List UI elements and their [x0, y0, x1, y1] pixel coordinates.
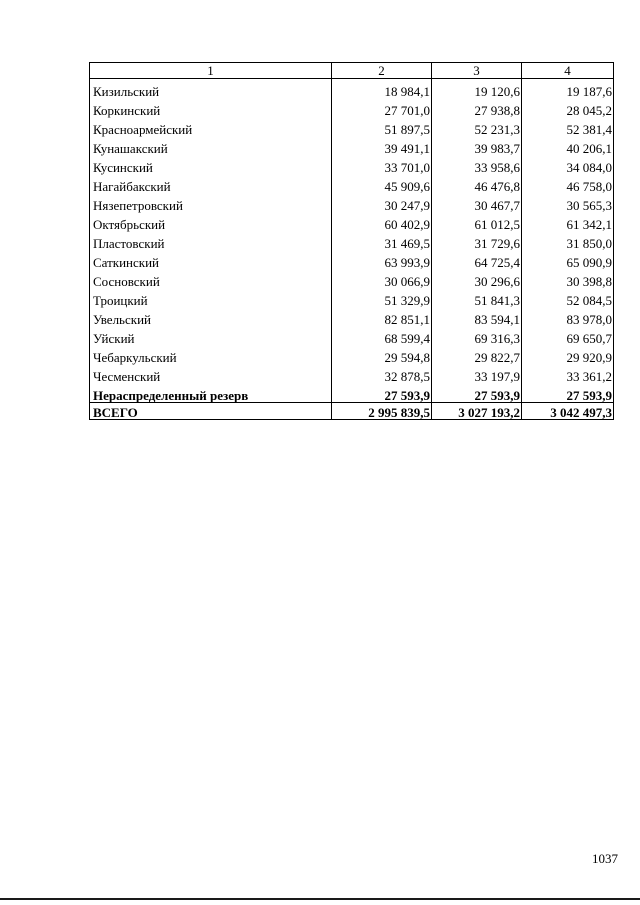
row-value-3: 30 296,6: [432, 269, 522, 288]
row-value-3: 31 729,6: [432, 231, 522, 250]
row-value-4: 33 361,2: [522, 364, 614, 383]
row-value-2: 18 984,1: [332, 79, 432, 99]
row-value-3: 61 012,5: [432, 212, 522, 231]
row-value-4: 28 045,2: [522, 98, 614, 117]
row-value-2: 31 469,5: [332, 231, 432, 250]
table-row: [90, 174, 614, 193]
row-value-2: 82 851,1: [332, 307, 432, 326]
row-name: Увельский: [90, 307, 332, 326]
row-name: Кунашакский: [90, 136, 332, 155]
row-name: Красноармейский: [90, 117, 332, 136]
column-header-3: 3: [432, 63, 522, 79]
table-row: [90, 288, 614, 307]
row-value-4: 52 381,4: [522, 117, 614, 136]
row-name: Уйский: [90, 326, 332, 345]
row-value-4: 30 398,8: [522, 269, 614, 288]
reserve-value-2: 27 593,9: [332, 383, 432, 403]
reserve-value-4: 27 593,9: [522, 383, 614, 403]
row-value-2: 51 329,9: [332, 288, 432, 307]
row-name: Кусинский: [90, 155, 332, 174]
row-value-3: 64 725,4: [432, 250, 522, 269]
row-value-4: 69 650,7: [522, 326, 614, 345]
row-value-3: 33 197,9: [432, 364, 522, 383]
row-name: Чебаркульский: [90, 345, 332, 364]
column-header-1: 1: [90, 63, 332, 79]
row-value-4: 19 187,6: [522, 79, 614, 99]
row-name: Саткинский: [90, 250, 332, 269]
budget-table: [89, 62, 614, 420]
row-value-2: 33 701,0: [332, 155, 432, 174]
row-value-3: 39 983,7: [432, 136, 522, 155]
row-value-3: 27 938,8: [432, 98, 522, 117]
row-value-3: 33 958,6: [432, 155, 522, 174]
row-name: Нязепетровский: [90, 193, 332, 212]
table-row: [90, 364, 614, 383]
table-row: [90, 79, 614, 99]
row-value-3: 51 841,3: [432, 288, 522, 307]
row-name: Чесменский: [90, 364, 332, 383]
row-value-2: 63 993,9: [332, 250, 432, 269]
table-row: [90, 345, 614, 364]
row-value-4: 40 206,1: [522, 136, 614, 155]
row-value-4: 29 920,9: [522, 345, 614, 364]
row-value-4: 65 090,9: [522, 250, 614, 269]
row-name: Пластовский: [90, 231, 332, 250]
row-value-2: 39 491,1: [332, 136, 432, 155]
row-value-4: 52 084,5: [522, 288, 614, 307]
table-row: [90, 136, 614, 155]
row-name: Троицкий: [90, 288, 332, 307]
row-value-2: 30 247,9: [332, 193, 432, 212]
row-value-3: 52 231,3: [432, 117, 522, 136]
table-body: [90, 79, 614, 420]
row-value-3: 83 594,1: [432, 307, 522, 326]
table-row: [90, 307, 614, 326]
table-row: [90, 250, 614, 269]
row-value-2: 68 599,4: [332, 326, 432, 345]
table-row: [90, 326, 614, 345]
column-header-4: 4: [522, 63, 614, 79]
row-value-4: 31 850,0: [522, 231, 614, 250]
row-name: Сосновский: [90, 269, 332, 288]
row-value-3: 46 476,8: [432, 174, 522, 193]
row-name: Нагайбакский: [90, 174, 332, 193]
row-name: Октябрьский: [90, 212, 332, 231]
reserve-row: [90, 383, 614, 403]
row-value-2: 51 897,5: [332, 117, 432, 136]
row-value-3: 19 120,6: [432, 79, 522, 99]
row-value-3: 30 467,7: [432, 193, 522, 212]
table-row: [90, 269, 614, 288]
bottom-divider: [0, 898, 640, 900]
reserve-value-3: 27 593,9: [432, 383, 522, 403]
table-row: [90, 193, 614, 212]
row-value-4: 46 758,0: [522, 174, 614, 193]
total-row: [90, 403, 614, 420]
column-header-2: 2: [332, 63, 432, 79]
table-row: [90, 231, 614, 250]
page-number: 1037: [592, 851, 618, 866]
table-row: [90, 212, 614, 231]
row-value-2: 30 066,9: [332, 269, 432, 288]
table-row: [90, 98, 614, 117]
reserve-label: Нераспределенный резерв: [90, 383, 332, 403]
row-value-4: 83 978,0: [522, 307, 614, 326]
row-value-2: 29 594,8: [332, 345, 432, 364]
total-value-2: 2 995 839,5: [332, 403, 432, 420]
table-header-row: [90, 63, 614, 79]
total-value-3: 3 027 193,2: [432, 403, 522, 420]
table-row: [90, 117, 614, 136]
row-value-4: 30 565,3: [522, 193, 614, 212]
row-value-2: 60 402,9: [332, 212, 432, 231]
total-value-4: 3 042 497,3: [522, 403, 614, 420]
total-label: ВСЕГО: [90, 403, 332, 420]
row-name: Кизильский: [90, 79, 332, 99]
row-value-4: 34 084,0: [522, 155, 614, 174]
row-value-2: 32 878,5: [332, 364, 432, 383]
row-value-2: 27 701,0: [332, 98, 432, 117]
row-value-4: 61 342,1: [522, 212, 614, 231]
table-row: [90, 155, 614, 174]
row-value-3: 29 822,7: [432, 345, 522, 364]
row-value-3: 69 316,3: [432, 326, 522, 345]
row-value-2: 45 909,6: [332, 174, 432, 193]
row-name: Коркинский: [90, 98, 332, 117]
